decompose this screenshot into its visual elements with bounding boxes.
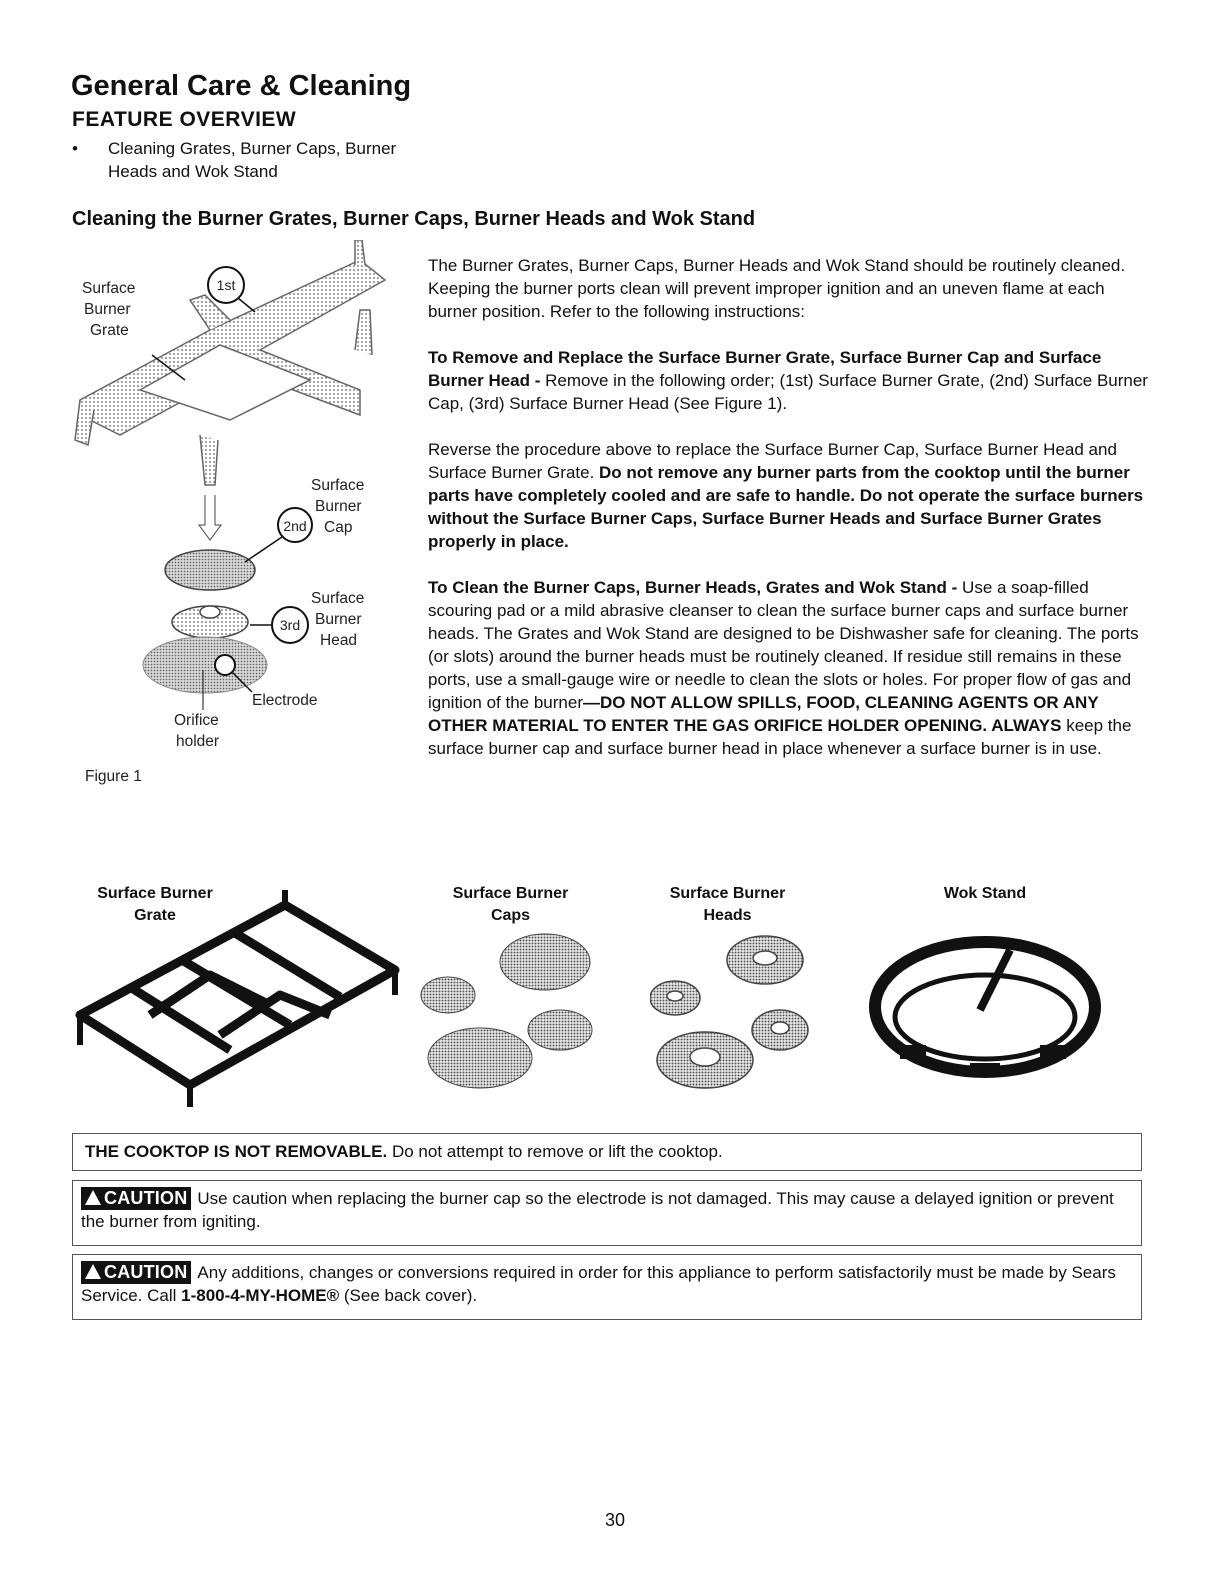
warning-icon (85, 1264, 101, 1279)
grate-caption: Surface Burner Grate (97, 885, 213, 924)
heads-caption: Surface Burner Heads (669, 885, 786, 924)
page-number: 30 (604, 1510, 626, 1530)
caution-badge: CAUTION (81, 1187, 191, 1210)
section-heading: Cleaning the Burner Grates, Burner Caps, Burner Heads and Wok Stand (72, 208, 756, 230)
caution-notice-2: CAUTION Any additions, changes or conversions required in order for this appliance to perform satisfactorily must be made by Sears Service. Call 1-800-4-MY-HOME® (See back cover). (72, 1254, 1142, 1320)
caution-badge: CAUTION (81, 1261, 191, 1284)
overview-item-cont: Heads and Wok Stand (108, 162, 278, 181)
cap-label: Surface Burner Cap (311, 477, 365, 536)
clean-paragraph: To Clean the Burner Caps, Burner Heads, Grates and Wok Stand - Use a soap-filled scouring pad or a mild abrasive cleanser to clean the surface burner caps and surface burner heads. The Grates and Wok Stand are designed to be Dishwasher safe for cleaning. The ports (or slots) around the burner heads must be routinely cleaned. If residue still remains in these ports, use a small-gauge wire or needle to clean the slots or holes. For proper flow of gas and ignition of the burner—DO NOT ALLOW SPILLS, FOOD, CLEANING AGENTS OR ANY OTHER MATERIAL TO ENTER THE GAS ORIFICE HOLDER OPENING. ALWAYS keep the surface burner cap and surface burner head in place whenever a surface burner is in use. (428, 578, 1139, 758)
step-2-label: 2nd (283, 518, 307, 534)
overview-item: • Cleaning Grates, Burner Caps, Burner (72, 139, 397, 158)
head-label: Surface Burner Head (311, 590, 365, 649)
intro-paragraph: The Burner Grates, Burner Caps, Burner Heads and Wok Stand should be routinely cleaned. Keeping the burner ports clean will prevent improper ignition and an uneven flame at each burner position. Refer to the following instructions: (428, 256, 1126, 321)
reverse-paragraph: Reverse the procedure above to replace the Surface Burner Cap, Surface Burner Head and Surface Burner Grate. Do not remove any burner parts from the cooktop until the burner parts have completely cooled and are safe to handle. Do not operate the surface burners without the Surface Burner Caps, Surface Burner Heads and Surface Burner Grates properly in place. (428, 440, 1144, 551)
heads-photo (650, 930, 820, 1095)
body-text (428, 254, 1148, 760)
wok-stand-photo (860, 925, 1110, 1100)
cooktop-notice: THE COOKTOP IS NOT REMOVABLE. Do not attempt to remove or lift the cooktop. (72, 1133, 1142, 1171)
orifice-label: Orifice holder (174, 712, 220, 750)
step-3-label: 3rd (279, 617, 301, 633)
caps-photo (420, 930, 600, 1100)
overview-list (72, 137, 396, 183)
step-1-label: 1st (216, 277, 236, 293)
electrode-label: Electrode (252, 692, 318, 709)
caps-caption: Surface Burner Caps (452, 885, 569, 924)
feature-overview-heading: FEATURE OVERVIEW (72, 108, 297, 131)
grate-label: Surface Burner Grate (82, 280, 136, 339)
figure-caption: Figure 1 (85, 768, 142, 785)
remove-paragraph: To Remove and Replace the Surface Burner Grate, Surface Burner Cap and Surface Burner Head - Remove in the following order; (1st) Surface Burner Grate, (2nd) Surface Burner Cap, (3rd) Surface Burner Head (See Figure 1). (428, 348, 1148, 413)
base-drawing (143, 637, 267, 693)
wok-caption: Wok Stand (943, 885, 1027, 902)
cap-drawing (165, 550, 255, 590)
warning-icon (85, 1190, 101, 1205)
caution-notice-1: CAUTION Use caution when replacing the burner cap so the electrode is not damaged. This may cause a delayed ignition or prevent the burner from igniting. (72, 1180, 1142, 1246)
page-title: General Care & Cleaning (71, 70, 412, 102)
grate-photo (70, 885, 405, 1110)
